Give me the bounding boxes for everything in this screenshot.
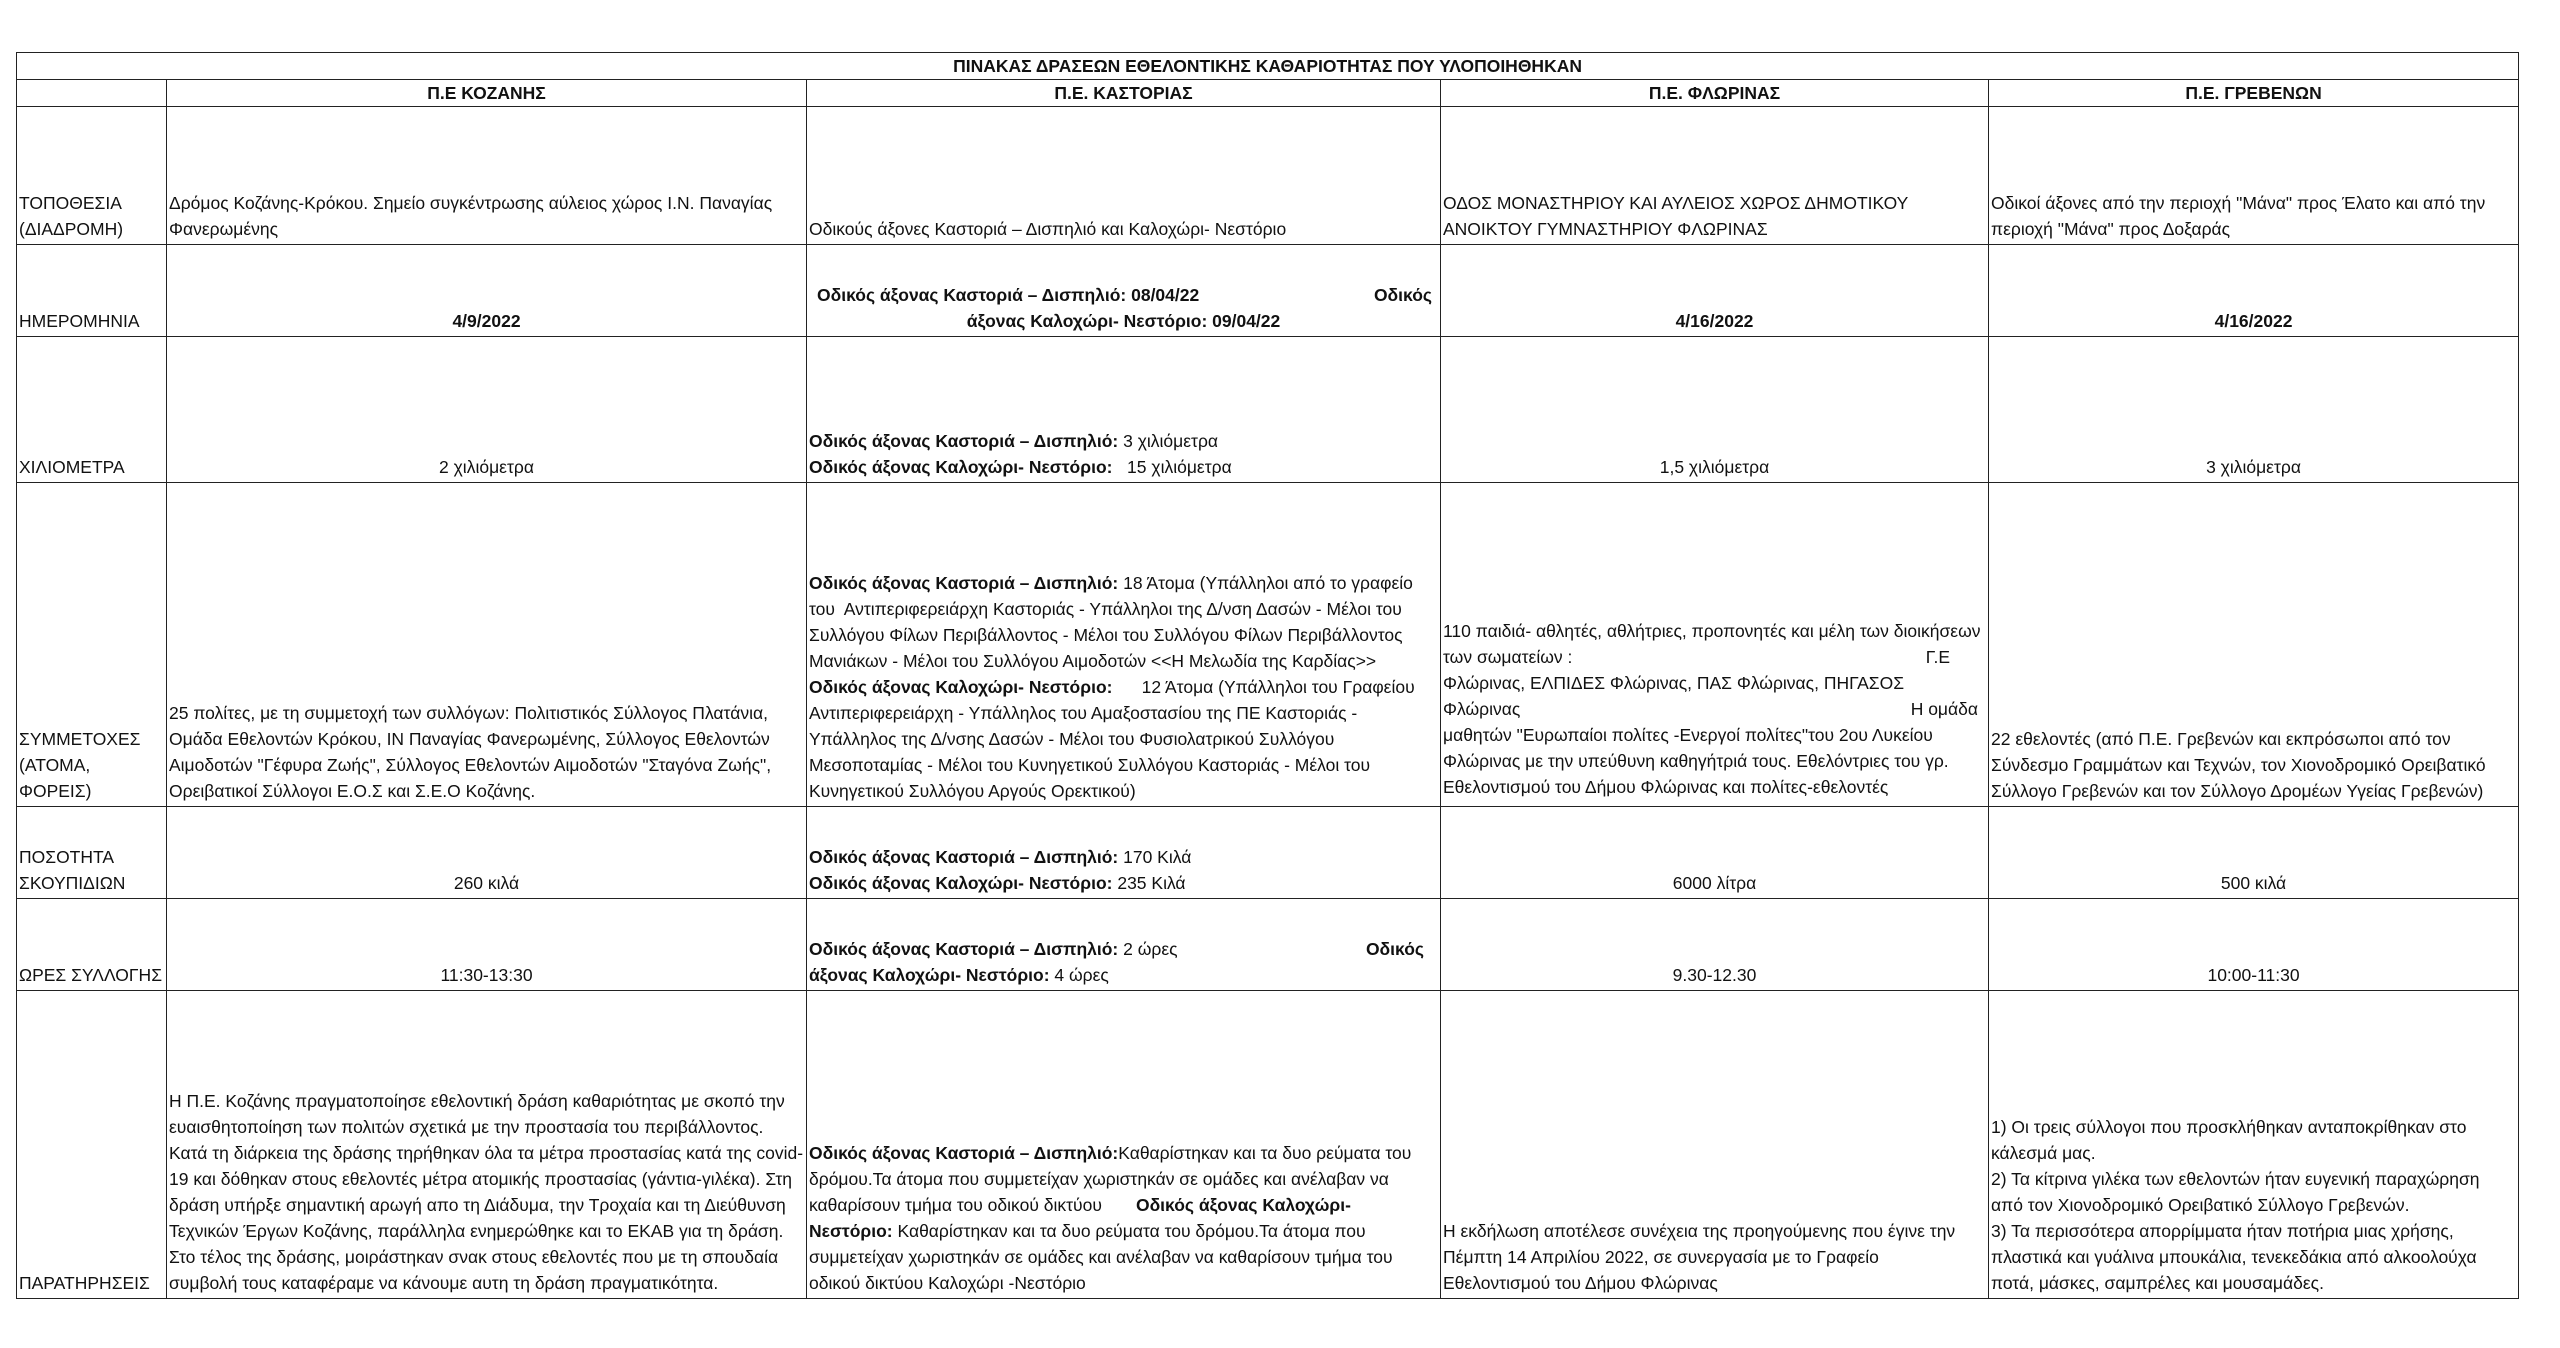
hours-kastoria-route-a-label: Οδικός άξονας Καστοριά – Δισπηλιό: [809,939,1119,959]
cell-km-grevena: 3 χιλιόμετρα [1989,337,2519,483]
notes-kastoria-route-b-text: Καθαρίστηκαν και τα δυο ρεύματα του δρόμου.Τα άτομα που συμμετείχαν χωριστηκάν σε ομάδες και ανέλαβαν να καθαρίσουν τμήμα του οδικού δικτύου Καλοχώρι -Νεστόριο [809,1221,1393,1293]
date-kastoria-line1 [809,282,1438,308]
table-row-date [17,245,2519,337]
waste-kastoria-route-b-value: 235 Κιλά [1112,873,1186,893]
participants-florina-text-1b: Γ.Ε [1925,647,1950,667]
spreadsheet-sheet [16,52,2518,1299]
cell-waste-kozani: 260 κιλά [167,807,807,899]
hours-kastoria-route-b [809,962,1438,988]
notes-grevena-item-3: 3) Τα περισσότερα απορρίμματα ήταν ποτήρια μιας χρήσης, πλαστικά και γυάλινα μπουκάλια, τενεκεδάκια από αλκοολούχα ποτά, μάσκες, σαμπρέλες και μουσαμάδες. [1991,1221,2477,1293]
km-kastoria-route-b-value: 15 χιλιόμετρα [1112,457,1232,477]
cell-date-florina: 4/16/2022 [1441,245,1989,337]
waste-kastoria-route-a-label: Οδικός άξονας Καστοριά – Δισπηλιό: [809,847,1119,867]
column-header-kastoria: Π.Ε. ΚΑΣΤΟΡΙΑΣ [807,80,1441,107]
header-empty-cell [17,80,167,107]
notes-kastoria-route-b-label: Οδικός άξονας Καλοχώρι- Νεστόριο: [809,1195,1351,1241]
column-header-florina: Π.Ε. ΦΛΩΡΙΝΑΣ [1441,80,1989,107]
row-label-location: ΤΟΠΟΘΕΣΙΑ (ΔΙΑΔΡΟΜΗ) [17,107,167,245]
hours-kastoria-route-b-label: άξονας Καλοχώρι- Νεστόριο: [809,965,1050,985]
table-title: ΠΙΝΑΚΑΣ ΔΡΑΣΕΩΝ ΕΘΕΛΟΝΤΙΚΗΣ ΚΑΘΑΡΙΟΤΗΤΑΣ ΠΟΥ ΥΛΟΠΟΙΗΘΗΚΑΝ [17,53,2519,80]
km-kastoria-route-b-label: Οδικός άξονας Καλοχώρι- Νεστόριο: [809,457,1113,477]
km-kastoria-route-a-value: 3 χιλιόμετρα [1118,431,1219,451]
cell-notes-kozani: Η Π.Ε. Κοζάνης πραγματοποίησε εθελοντική δράση καθαριότητας με σκοπό την ευαισθητοποίηση των πολιτών σχετικά με την προστασία του περιβάλλοντος. Κατά τη διάρκεια της δράσης τηρήθηκαν όλα τα μέτρα προστασίας κατά της covid-19 και δόθηκαν στους εθελοντές μέτρα ατομικής προστασίας (γάντια-γιλέκα). Στη δράση υπήρξε σημαντική αρωγή απο τη Διάδυμα, την Τροχαία και τη Διεύθυνση Τεχνικών Έργων Κοζάνης, παράλληλα ενημερώθηκε και το ΕΚΑΒ για τη δράση. Στο τέλος της δράσης, μοιράστηκαν σνακ στους εθελοντές που με τη σπουδαία συμβολή τους καταφέραμε να κάνουμε αυτη τη δράση πραγματικότητα. [167,991,807,1299]
cell-notes-kastoria [807,991,1441,1299]
cell-participants-kastoria [807,483,1441,807]
cell-waste-grevena: 500 κιλά [1989,807,2519,899]
row-label-date: ΗΜΕΡΟΜΗΝΙΑ [17,245,167,337]
column-header-row [17,80,2519,107]
date-kastoria-route-a: Οδικός άξονας Καστοριά – Δισπηλιό: 08/04/22 [817,285,1200,305]
cell-waste-kastoria [807,807,1441,899]
participants-florina-text-1: 110 παιδιά- αθλητές, αθλήτριες, προπονητές και μέλη των διοικήσεων των σωματείων : [1443,621,1981,667]
km-kastoria-route-a-label: Οδικός άξονας Καστοριά – Δισπηλιό: [809,431,1119,451]
table-row-notes [17,991,2519,1299]
participants-florina-text-2b: Η ομάδα [1910,699,1978,719]
cell-location-florina: ΟΔΟΣ ΜΟΝΑΣΤΗΡΙΟΥ ΚΑΙ ΑΥΛΕΙΟΣ ΧΩΡΟΣ ΔΗΜΟΤΙΚΟΥ ΑΝΟΙΚΤΟΥ ΓΥΜΝΑΣΤΗΡΙΟΥ ΦΛΩΡΙΝΑΣ [1441,107,1989,245]
table-row-participants [17,483,2519,807]
table-row-km [17,337,2519,483]
hours-kastoria-route-a-value: 2 ώρες [1118,939,1178,959]
cell-participants-florina [1441,483,1989,807]
row-label-km: ΧΙΛΙΟΜΕΤΡΑ [17,337,167,483]
table-row-waste [17,807,2519,899]
cell-participants-kozani: 25 πολίτες, με τη συμμετοχή των συλλόγων: Πολιτιστικός Σύλλογος Πλατάνια, Ομάδα Εθελοντών Κρόκου, ΙΝ Παναγίας Φανερωμένης, Σύλλογος Εθελοντών Αιμοδοτών "Γέφυρα Ζωής", Σύλλογος Εθελοντών Αιμοδοτών "Σταγόνα Ζωής", Ορειβατικοί Σύλλογοι Ε.Ο.Σ και Σ.Ε.Ο Κοζάνης. [167,483,807,807]
column-header-kozani: Π.Ε ΚΟΖΑΝΗΣ [167,80,807,107]
notes-grevena-item-2: 2) Τα κίτρινα γιλέκα των εθελοντών ήταν ευγενική παραχώρηση από τον Χιονοδρομικό Ορειβατικό Σύλλογο Γρεβενών. [1991,1169,2480,1215]
participants-kastoria-route-b-text: 12 Άτομα (Υπάλληλοι του Γραφείου Αντιπεριφερειάρχη - Υπάλληλος του Αμαξοστασίου της ΠΕ Καστοριάς - Υπάλληλος της Δ/νσης Δασών - Μέλοι του Φυσιολατρικού Συλλόγου Μεσοποταμίας - Μέλοι του Κυνηγετικού Συλλόγου Καστοριάς - Μέλοι του Κυνηγετικού Συλλόγου Αργούς Ορεκτικού) [809,677,1419,801]
cell-notes-florina: Η εκδήλωση αποτέλεσε συνέχεια της προηγούμενης που έγινε την Πέμπτη 14 Απριλίου 2022, σε συνεργασία με το Γραφείο Εθελοντισμού του Δήμου Φλώρινας [1441,991,1989,1299]
row-label-notes: ΠΑΡΑΤΗΡΗΣΕΙΣ [17,991,167,1299]
participants-kastoria-route-a-label: Οδικός άξονας Καστοριά – Δισπηλιό: [809,573,1119,593]
waste-kastoria-route-b [809,870,1438,896]
km-kastoria-route-a [809,428,1438,454]
participants-kastoria-route-a-text: 18 Άτομα (Υπάλληλοι από το γραφείο του Αντιπεριφερειάρχη Καστοριάς - Υπάλληλοι της Δ/νση Δασών - Μέλοι του Συλλόγου Φίλων Περιβάλλοντος - Μέλοι του Συλλόγου Φίλων Περιβάλλοντος Μανιάκων - Μέλοι του Συλλόγου Αιμοδοτών <<Η Μελωδία της Καρδίας>> [809,573,1418,671]
title-row [17,53,2519,80]
cell-hours-grevena: 10:00-11:30 [1989,899,2519,991]
cell-hours-florina: 9.30-12.30 [1441,899,1989,991]
row-label-participants: ΣΥΜΜΕΤΟΧΕΣ (ΑΤΟΜΑ, ΦΟΡΕΙΣ) [17,483,167,807]
waste-kastoria-route-a-value: 170 Κιλά [1118,847,1192,867]
cell-km-florina: 1,5 χιλιόμετρα [1441,337,1989,483]
cell-km-kastoria [807,337,1441,483]
hours-kastoria-line1 [809,936,1438,962]
cell-waste-florina: 6000 λίτρα [1441,807,1989,899]
hours-kastoria-route-b-start: Οδικός [1365,939,1424,959]
row-label-waste: ΠΟΣΟΤΗΤΑ ΣΚΟΥΠΙΔΙΩΝ [17,807,167,899]
cell-km-kozani: 2 χιλιόμετρα [167,337,807,483]
cell-notes-grevena [1989,991,2519,1299]
hours-kastoria-route-b-value: 4 ώρες [1049,965,1109,985]
row-label-hours: ΩΡΕΣ ΣΥΛΛΟΓΗΣ [17,899,167,991]
participants-kastoria-route-b-label: Οδικός άξονας Καλοχώρι- Νεστόριο: [809,677,1113,697]
table-row-hours [17,899,2519,991]
cell-hours-kozani: 11:30-13:30 [167,899,807,991]
cell-date-kozani: 4/9/2022 [167,245,807,337]
cell-location-grevena: Οδικοί άξονες από την περιοχή "Μάνα" προς Έλατο και από την περιοχή "Μάνα" προς Δοξαράς [1989,107,2519,245]
notes-kastoria-route-a-text: Καθαρίστηκαν και τα δυο ρεύματα του δρόμου.Τα άτομα που συμμετείχαν χωριστηκάν σε ομάδες και ανέλαβαν να καθαρίσουν τμήμα του οδικού δικτύου [809,1143,1417,1215]
cell-location-kozani: Δρόμος Κοζάνης-Κρόκου. Σημείο συγκέντρωσης αύλειος χώρος Ι.Ν. Παναγίας Φανερωμένης [167,107,807,245]
date-kastoria-route-b-start: Οδικός [1373,285,1432,305]
notes-grevena-item-1: 1) Οι τρεις σύλλογοι που προσκλήθηκαν ανταποκρίθηκαν στο κάλεσμά μας. [1991,1117,2467,1163]
participants-florina-line-2 [1443,670,1986,722]
cell-date-grevena: 4/16/2022 [1989,245,2519,337]
cell-participants-grevena: 22 εθελοντές (από Π.Ε. Γρεβενών και εκπρόσωποι από τον Σύνδεσμο Γραμμάτων και Τεχνών, τον Χιονοδρομικό Ορειβατικό Σύλλογο Γρεβενών και τον Σύλλογο Δρομέων Υγείας Γρεβενών) [1989,483,2519,807]
volunteer-cleanup-table [16,52,2519,1299]
column-header-grevena: Π.Ε. ΓΡΕΒΕΝΩΝ [1989,80,2519,107]
cell-hours-kastoria [807,899,1441,991]
table-row-location [17,107,2519,245]
participants-florina-text-3: μαθητών "Ευρωπαίοι πολίτες -Ενεργοί πολίτες"του 2ου Λυκείου Φλώρινας με την υπεύθυνη καθηγήτριά τους. Εθελόντριες του γρ. Εθελοντισμού του Δήμου Φλώρινας και πολίτες-εθελοντές [1443,725,1949,797]
date-kastoria-route-b: άξονας Καλοχώρι- Νεστόριο: 09/04/22 [966,311,1281,331]
waste-kastoria-route-b-label: Οδικός άξονας Καλοχώρι- Νεστόριο: [809,873,1113,893]
notes-kastoria-route-a-label: Οδικός άξονας Καστοριά – Δισπηλιό: [809,1143,1119,1163]
participants-florina-text-2: Φλώρινας, ΕΛΠΙΔΕΣ Φλώρινας, ΠΑΣ Φλώρινας, ΠΗΓΑΣΟΣ Φλώρινας [1443,673,1905,719]
hours-kastoria-route-a [809,936,1178,962]
waste-kastoria-route-a [809,844,1438,870]
cell-location-kastoria: Οδικούς άξονες Καστοριά – Δισπηλιό και Καλοχώρι- Νεστόριο [807,107,1441,245]
cell-date-kastoria [807,245,1441,337]
km-kastoria-route-b [809,454,1438,480]
